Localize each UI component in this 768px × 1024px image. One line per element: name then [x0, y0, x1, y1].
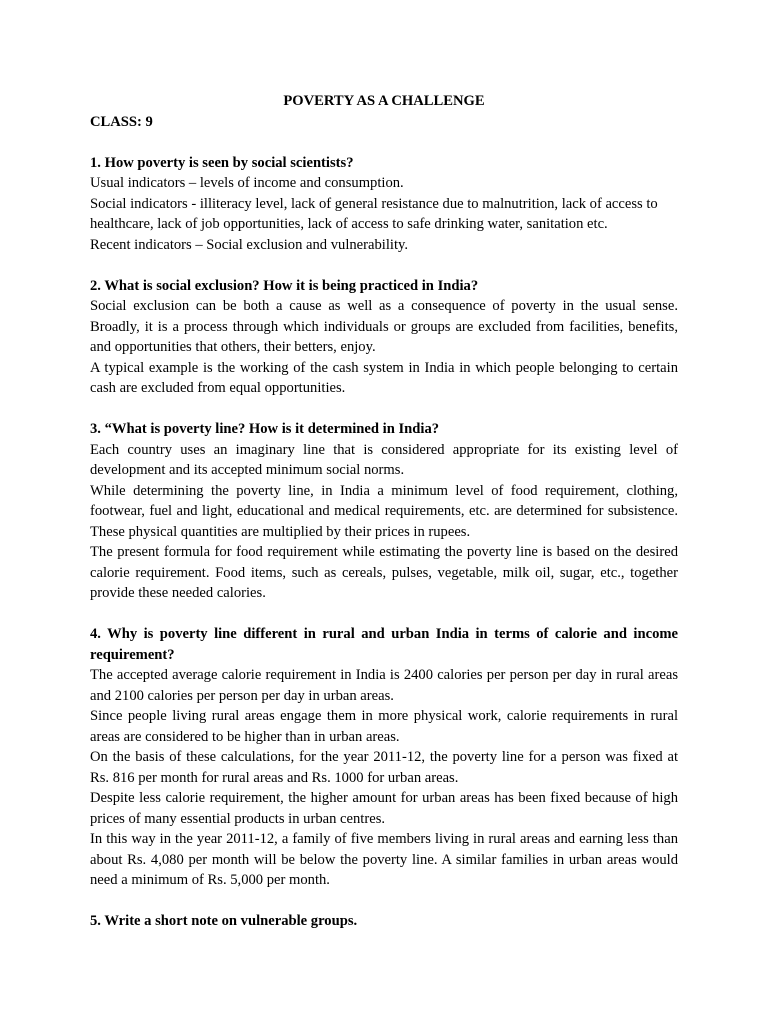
- paragraph: On the basis of these calculations, for the year 2011-12, the poverty line for a person was fixed at Rs. 816 per month for rural areas and Rs. 1000 for urban areas.: [90, 749, 678, 786]
- question-heading: 4. Why is poverty line different in rural and urban India in terms of calorie and income requirement?: [90, 626, 678, 663]
- question-heading: 2. What is social exclusion? How it is being practiced in India?: [90, 277, 479, 294]
- document-title: POVERTY AS A CHALLENGE: [283, 93, 485, 109]
- class-label: CLASS: 9: [90, 113, 153, 130]
- section-4: [90, 624, 678, 891]
- paragraph: The accepted average calorie requirement in India is 2400 calories per person per day in rural areas and 2100 calories per person per day in urban areas.: [90, 667, 678, 704]
- question-heading: 5. Write a short note on vulnerable groups.: [90, 913, 358, 929]
- section-5: [90, 911, 678, 932]
- section-1: [90, 153, 678, 256]
- question-heading: 3. “What is poverty line? How is it determined in India?: [90, 421, 440, 437]
- paragraph: The present formula for food requirement while estimating the poverty line is based on the desired calorie requirement. Food items, such as cereals, pulses, vegetable, milk oil, sugar, etc., together provide these needed calories.: [90, 544, 678, 601]
- document-page: [90, 91, 678, 932]
- paragraph: Usual indicators – levels of income and consumption.: [90, 175, 404, 191]
- paragraph: Social indicators - illiteracy level, lack of general resistance due to malnutrition, lack of access to healthcare, lack of job opportunities, lack of access to safe drinking water, sanitation etc.: [90, 195, 658, 232]
- section-3: [90, 419, 678, 604]
- section-2: [90, 276, 678, 399]
- paragraph: Despite less calorie requirement, the higher amount for urban areas has been fixed because of high prices of many essential products in urban centres.: [90, 790, 678, 827]
- paragraph: Recent indicators – Social exclusion and vulnerability.: [90, 236, 409, 253]
- paragraph: While determining the poverty line, in India a minimum level of food requirement, clothing, footwear, fuel and light, educational and medical requirements, etc. are determined for subsistence. These physical quantities are multiplied by their prices in rupees.: [90, 482, 678, 540]
- paragraph: In this way in the year 2011-12, a family of five members living in rural areas and earning less than about Rs. 4,080 per month will be below the poverty line. A similar families in urban areas would need a minimum of Rs. 5,000 per month.: [90, 831, 678, 888]
- paragraph: Each country uses an imaginary line that is considered appropriate for its existing level of development and its accepted minimum social norms.: [90, 441, 678, 478]
- paragraph: Since people living rural areas engage them in more physical work, calorie requirements in rural areas are considered to be higher than in urban areas.: [90, 708, 678, 745]
- paragraph: Social exclusion can be both a cause as well as a consequence of poverty in the usual sense. Broadly, it is a process through which individuals or groups are excluded from facilities, benefits, and opportunities that others, their betters, enjoy.: [90, 298, 678, 355]
- paragraph: A typical example is the working of the cash system in India in which people belonging to certain cash are excluded from equal opportunities.: [90, 359, 678, 396]
- question-heading: 1. How poverty is seen by social scientists?: [90, 154, 354, 171]
